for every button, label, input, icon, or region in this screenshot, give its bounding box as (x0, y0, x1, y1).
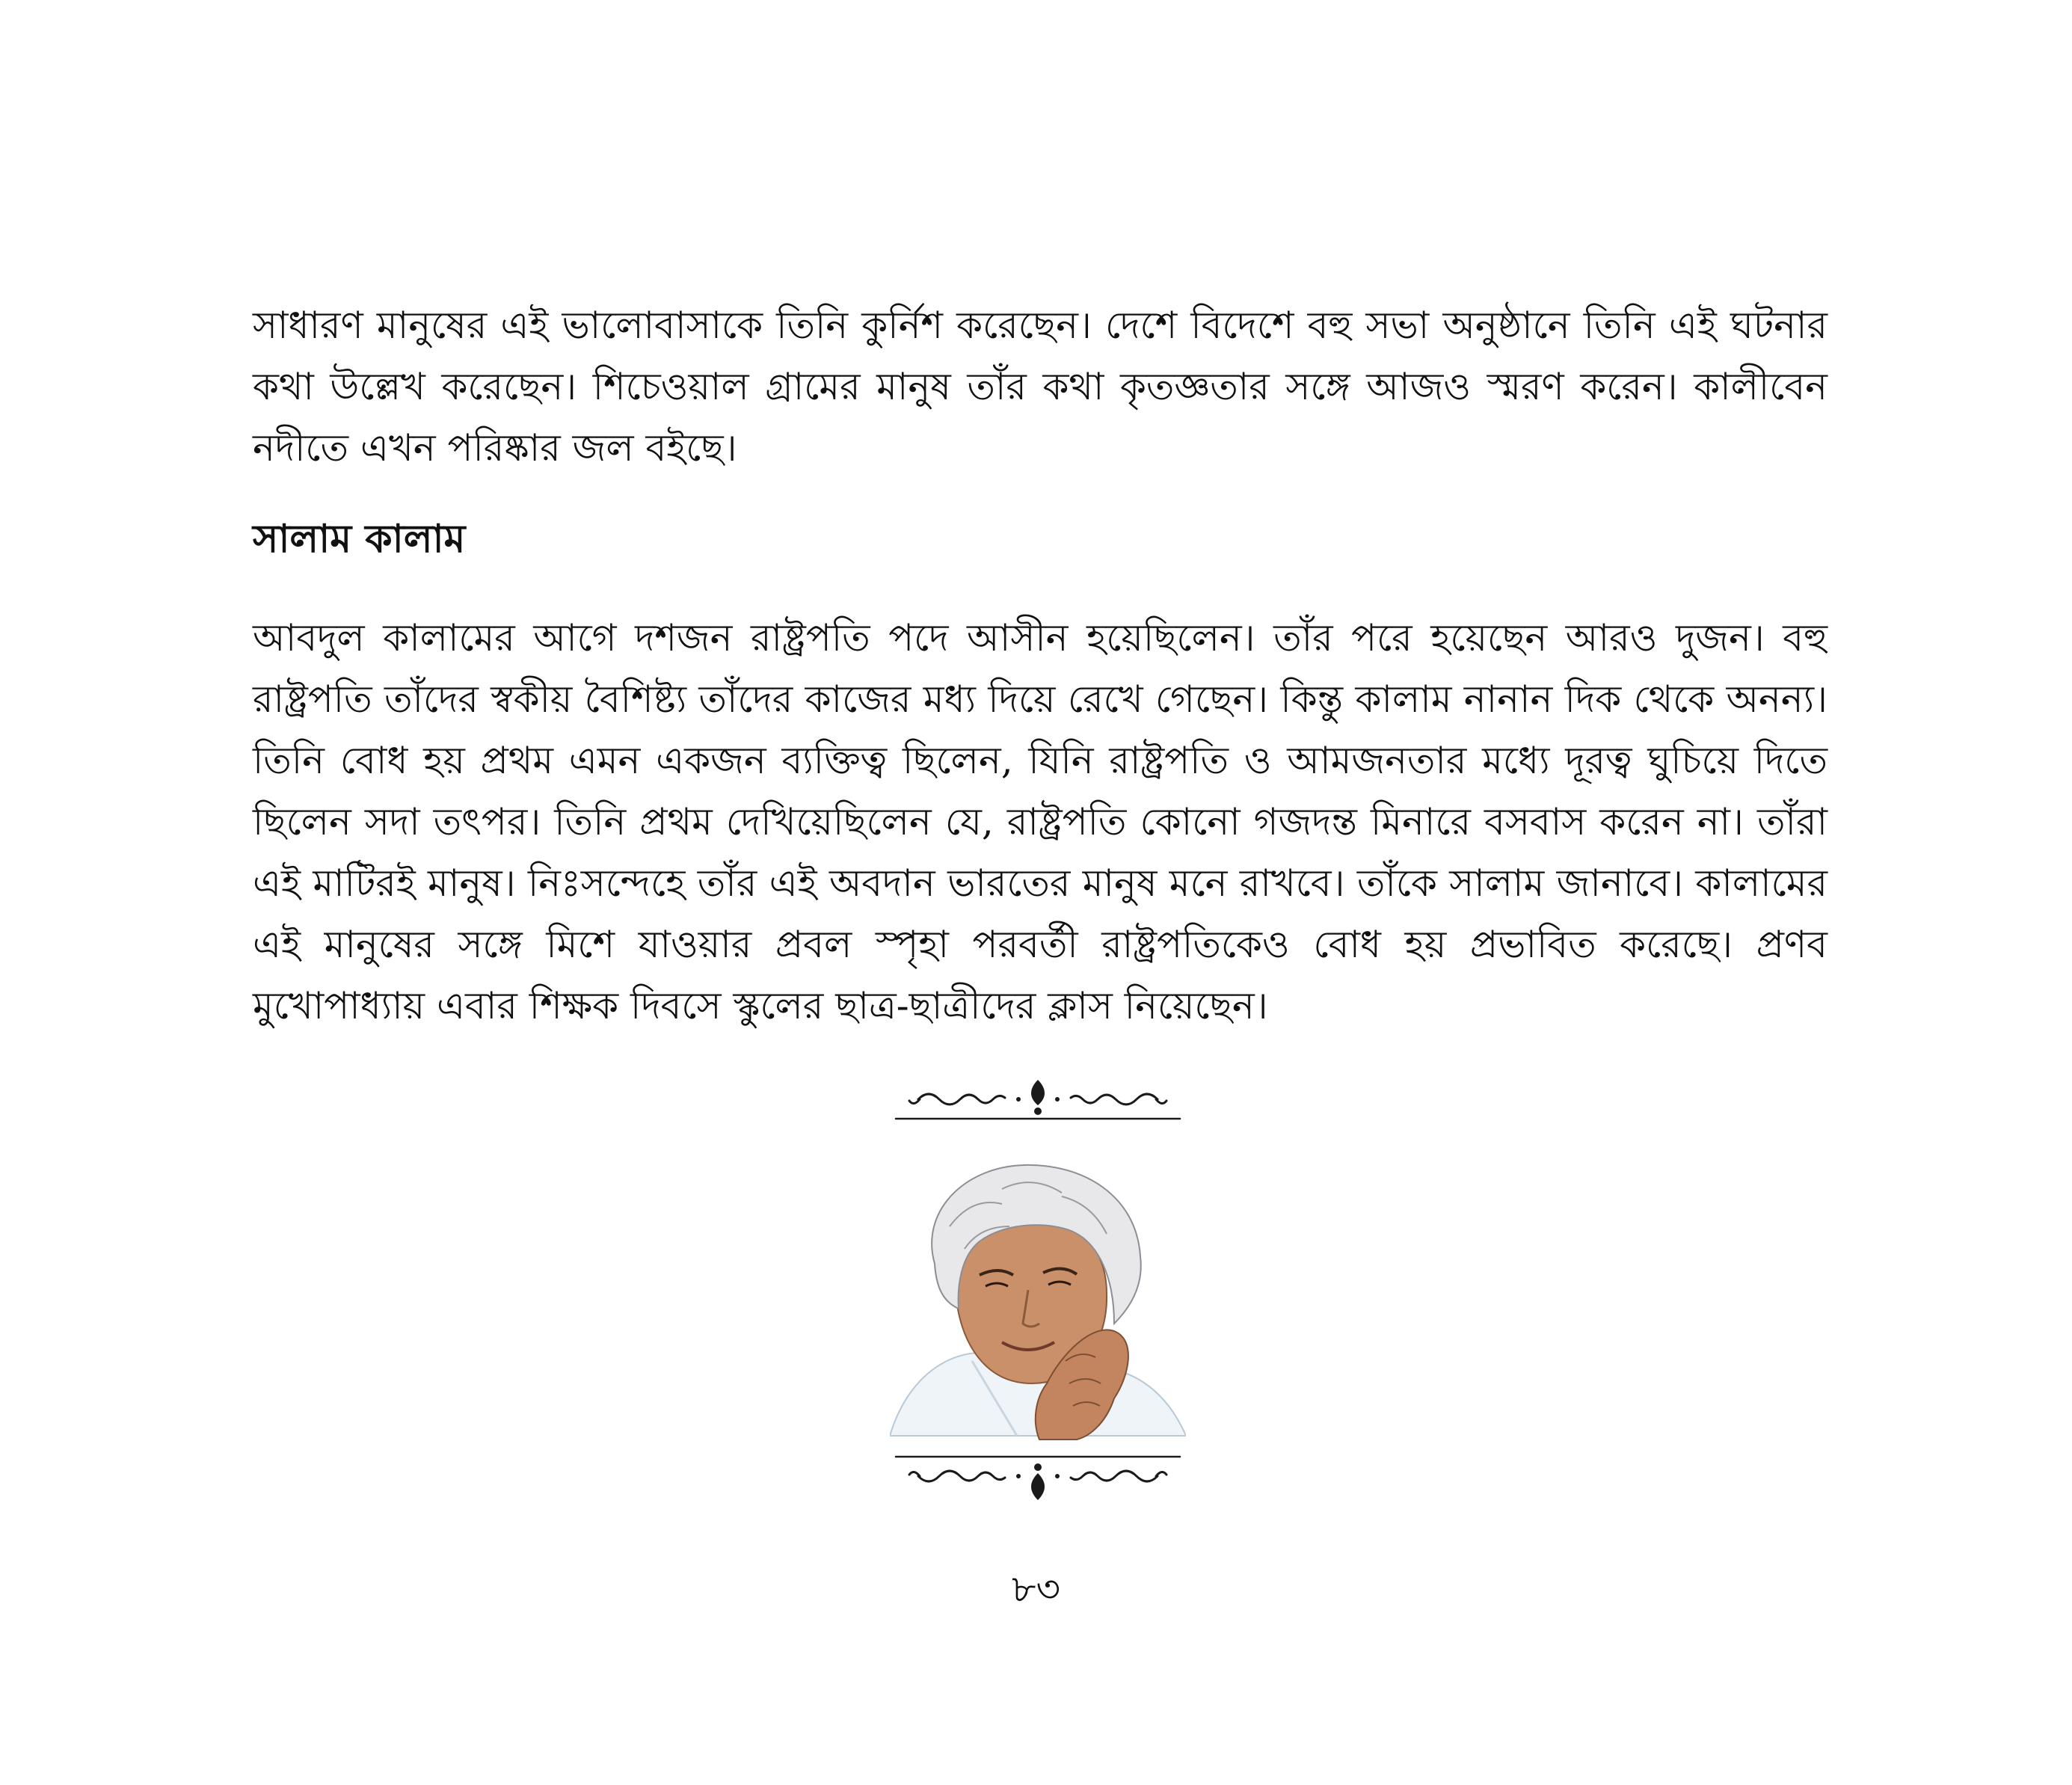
paragraph-salam-kalam: আবদুল কালামের আগে দশজন রাষ্ট্রপতি পদে আসীন হয়েছিলেন। তাঁর পরে হয়েছেন আরও দুজন। বহু রাষ্ট্রপতি তাঁদের স্বকীয় বৈশিষ্ট্য তাঁদের কাজের মধ্য দিয়ে রেখে গেছেন। কিন্তু কালাম নানান দিক থেকে অনন্য। তিনি বোধ হয় প্রথম এমন একজন ব্যক্তিত্ব ছিলেন, যিনি রাষ্ট্রপতি ও আমজনতার মধ্যে দূরত্ব ঘুচিয়ে দিতে ছিলেন সদা তৎপর। তিনি প্রথম দেখিয়েছিলেন যে, রাষ্ট্রপতি কোনো গজদন্ত মিনারে বসবাস করেন না। তাঁরা এই মাটিরই মানুষ। নিঃসন্দেহে তাঁর এই অবদান ভারতের মানুষ মনে রাখবে। তাঁকে সালাম জানাবে। কালামের এই মানুষের সঙ্গে মিশে যাওয়ার প্রবল স্পৃহা পরবর্তী রাষ্ট্রপতিকেও বোধ হয় প্রভাবিত করেছে। প্রণব মুখোপাধ্যায় এবার শিক্ষক দিবসে স্কুলের ছাত্র-ছাত্রীদের ক্লাস নিয়েছেন। (253, 616, 1828, 1027)
ornament-top (890, 1077, 1186, 1137)
ornament-bottom (890, 1451, 1186, 1511)
page-number: ৮৩ (1012, 1567, 1060, 1611)
section-heading: সালাম কালাম (253, 516, 466, 562)
portrait-illustration (890, 1137, 1186, 1451)
paragraph-continued: সাধারণ মানুষের এই ভালোবাসাকে তিনি কুর্নিশ করেছেন। দেশে বিদেশে বহু সভা অনুষ্ঠানে তিনি এই ঘটনার কথা উল্লেখ করেছেন। শিচেওয়াল গ্রামের মানুষ তাঁর কথা কৃতজ্ঞতার সঙ্গে আজও স্মরণ করেন। কালীবেন নদীতে এখন পরিষ্কার জল বইছে। (253, 304, 1827, 470)
